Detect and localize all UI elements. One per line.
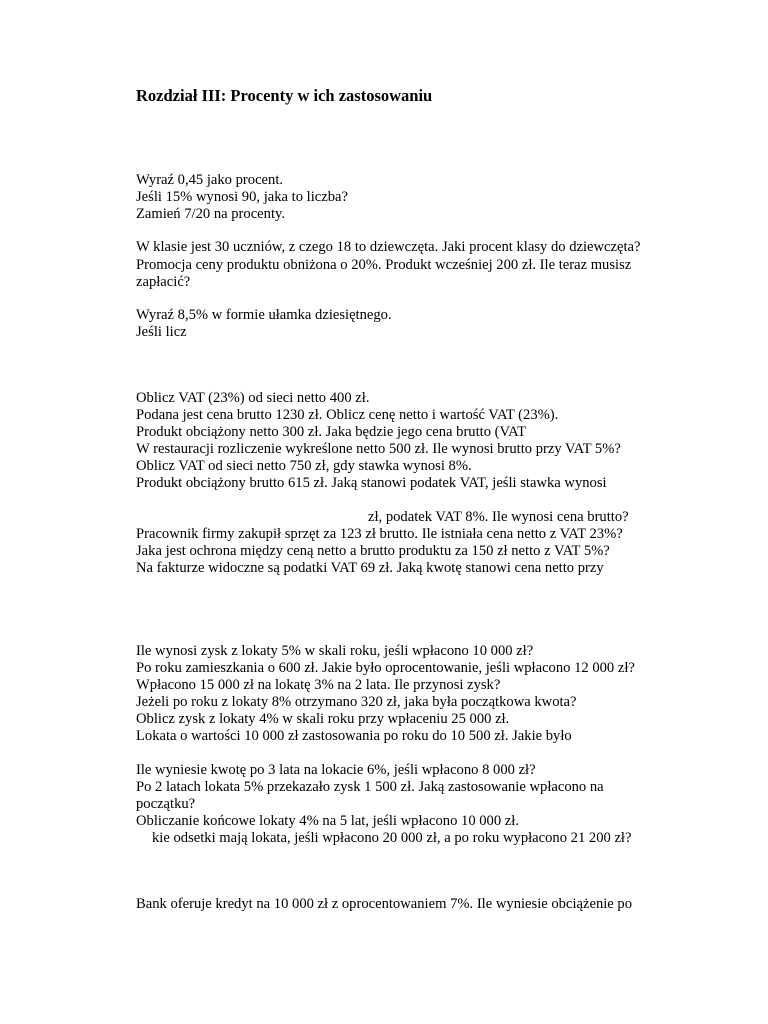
- exercise-line: początku?: [136, 796, 196, 812]
- exercise-line: Obliczanie końcowe lokaty 4% na 5 lat, jeśli wpłacono 10 000 zł.: [136, 813, 519, 829]
- exercise-line: Bank oferuje kredyt na 10 000 zł z oprocentowaniem 7%. Ile wyniesie obciążenie po: [136, 896, 633, 912]
- exercise-line: Zamień 7/20 na procenty.: [136, 206, 285, 222]
- exercise-line: Jeśli licz: [136, 324, 187, 340]
- exercise-line: Oblicz VAT (23%) od sieci netto 400 zł.: [136, 390, 370, 406]
- exercise-line: zapłacić?: [136, 274, 191, 290]
- exercise-line: W klasie jest 30 uczniów, z czego 18 to dziewczęta. Jaki procent klasy do dziewczęta?: [136, 239, 641, 255]
- exercise-line: Wpłacono 15 000 zł na lokatę 3% na 2 lata. Ile przynosi zysk?: [136, 677, 501, 693]
- exercise-line: kie odsetki mają lokata, jeśli wpłacono 20 000 zł, a po roku wypłacono 21 200 zł?: [152, 830, 632, 846]
- exercise-line: Jeśli 15% wynosi 90, jaka to liczba?: [136, 189, 348, 205]
- exercise-line: Wyraź 0,45 jako procent.: [136, 172, 284, 188]
- exercise-line: Wyraź 8,5% w formie ułamka dziesiętnego.: [136, 307, 392, 323]
- exercise-line: Lokata o wartości 10 000 zł zastosowania po roku do 10 500 zł. Jakie było: [136, 728, 572, 744]
- exercise-line: Po 2 latach lokata 5% przekazało zysk 1 500 zł. Jaką zastosowanie wpłacono na: [136, 779, 604, 795]
- exercise-line: Ile wynosi zysk z lokaty 5% w skali roku, jeśli wpłacono 10 000 zł?: [136, 643, 534, 659]
- exercise-line: Podana jest cena brutto 1230 zł. Oblicz cenę netto i wartość VAT (23%).: [136, 407, 559, 423]
- exercise-line: Po roku zamieszkania o 600 zł. Jakie było oprocentowanie, jeśli wpłacono 12 000 zł?: [136, 660, 635, 676]
- exercise-line: Jaka jest ochrona między ceną netto a brutto produktu za 150 zł netto z VAT 5%?: [136, 543, 610, 559]
- exercise-line: Jeżeli po roku z lokaty 8% otrzymano 320 zł, jaka była początkowa kwota?: [136, 694, 577, 710]
- exercise-line: Ile wyniesie kwotę po 3 lata na lokacie 6%, jeśli wpłacono 8 000 zł?: [136, 762, 536, 778]
- chapter-title: Rozdział III: Procenty w ich zastosowaniu: [136, 86, 433, 105]
- exercise-line: Produkt obciążony netto 300 zł. Jaka będzie jego cena brutto (VAT: [136, 424, 527, 440]
- exercise-line: Promocja ceny produktu obniżona o 20%. Produkt wcześniej 200 zł. Ile teraz musisz: [136, 257, 632, 273]
- exercise-line: Na fakturze widoczne są podatki VAT 69 zł. Jaką kwotę stanowi cena netto przy: [136, 560, 604, 576]
- exercise-line: Oblicz zysk z lokaty 4% w skali roku przy wpłaceniu 25 000 zł.: [136, 711, 510, 727]
- exercise-line: Oblicz VAT od sieci netto 750 zł, gdy stawka wynosi 8%.: [136, 458, 472, 474]
- exercise-line: Produkt obciążony brutto 615 zł. Jaką stanowi podatek VAT, jeśli stawka wynosi: [136, 475, 607, 491]
- exercise-line: W restauracji rozliczenie wykreślone netto 500 zł. Ile wynosi brutto przy VAT 5%?: [136, 441, 621, 457]
- exercise-line: zł, podatek VAT 8%. Ile wynosi cena brutto?: [368, 509, 629, 525]
- exercise-line: Pracownik firmy zakupił sprzęt za 123 zł brutto. Ile istniała cena netto z VAT 23%?: [136, 526, 623, 542]
